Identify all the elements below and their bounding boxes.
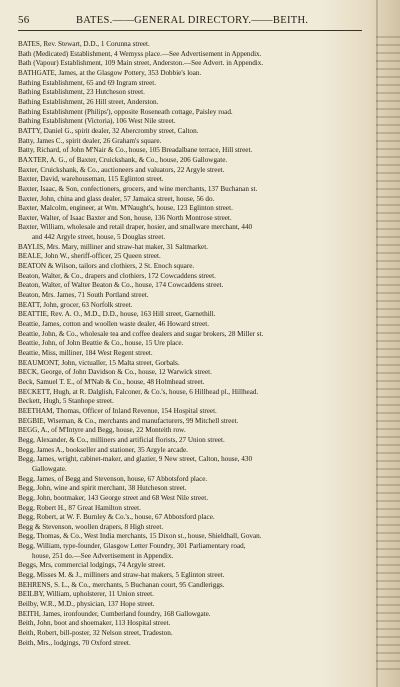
- directory-entry: Beattie, John, & Co., wholesale tea and coffee dealers and sugar brokers, 28 Miller st.: [18, 329, 264, 338]
- directory-entry: BEETHAM, Thomas, Officer of Inland Revenue, 154 Hospital street.: [18, 406, 217, 415]
- directory-entry: BEATON & Wilson, tailors and clothiers, 2 St. Enoch square.: [18, 262, 195, 271]
- directory-entry: Batty, James C., spirit dealer, 26 Graham's square.: [18, 136, 162, 145]
- directory-entry: Bath (Medicated) Establishment, 4 Wemyss place.—See Advertisement in Appendix.: [18, 49, 262, 58]
- directory-entry: Bathing Establishment, 26 Hill street, Anderston.: [18, 97, 159, 106]
- directory-entry: Begg & Stevenson, woollen drapers, 8 High street.: [18, 522, 164, 531]
- directory-entry: BEITH, James, ironfounder, Cumberland foundry, 168 Gallowgate.: [18, 609, 211, 618]
- directory-entry: Beith, Mrs., lodgings, 70 Oxford street.: [18, 638, 131, 647]
- page-number: 56: [18, 14, 30, 26]
- directory-entry: Baxter, Walter, of Isaac Baxter and Son, house, 136 North Montrose street.: [18, 213, 232, 222]
- directory-entry: Begg, Robert, at W. F. Burnley & Co.'s., house, 67 Abbotsford place.: [18, 513, 215, 522]
- page-header: [18, 14, 364, 26]
- directory-entry: BEALE, John W., sheriff-officer, 25 Queen street.: [18, 252, 161, 261]
- directory-entry: Begg, James A., bookseller and stationer, 35 Argyle arcade.: [18, 445, 188, 454]
- directory-entry: Beith, Robert, bill-poster, 32 Nelson street, Tradeston.: [18, 629, 173, 638]
- directory-entry: Begg, Alexander, & Co., milliners and artificial florists, 27 Union street.: [18, 435, 225, 444]
- directory-entry: Baxter, David, warehouseman, 115 Eglinton street.: [18, 175, 164, 184]
- directory-entry: Beilby, W.R., M.D., physician, 137 Hope street.: [18, 600, 155, 609]
- directory-entry: Gallowgate.: [32, 464, 67, 473]
- directory-entry: Bath (Vapour) Establishment, 109 Main street, Anderston.—See Advert. in Appendix.: [18, 59, 264, 68]
- directory-entry: house, 251 do.—See Advertisement in Appendix.: [32, 551, 174, 560]
- directory-entry: Beck, Samuel T. E., of M'Nab & Co., house, 48 Holmhead street.: [18, 377, 205, 386]
- directory-entry: Begg, John, wine and spirit merchant, 38 Hutcheson street.: [18, 484, 187, 493]
- directory-entry: Begg, James, of Begg and Stevenson, house, 67 Abbotsford place.: [18, 474, 208, 483]
- directory-entry: Baxter, Malcolm, engineer, at Wm. M'Naught's, house, 123 Eglinton street.: [18, 204, 233, 213]
- directory-entry: BECK, George, of John Davidson & Co., house, 12 Warwick street.: [18, 368, 212, 377]
- directory-entry: BEILBY, William, upholsterer, 11 Union street.: [18, 590, 154, 599]
- running-title: BATES.——GENERAL DIRECTORY.——BEITH.: [76, 15, 309, 26]
- directory-entry: Beaton, Walter, & Co., drapers and clothiers, 172 Cowcaddens street.: [18, 271, 216, 280]
- directory-entry: BEGBIE, Wiseman, & Co., merchants and manufacturers, 99 Mitchell street.: [18, 416, 239, 425]
- directory-entry: Batty, Richard, of John M'Nair & Co., house, 105 Breadalbane terrace, Hill street.: [18, 146, 253, 155]
- directory-entry: and 442 Argyle street, house, 5 Douglas street.: [32, 233, 166, 242]
- directory-entry: BATHGATE, James, at the Glasgow Pottery, 353 Dobbie's loan.: [18, 68, 202, 77]
- directory-entry: BEATT, John, grocer, 63 Norfolk street.: [18, 300, 133, 309]
- directory-entry: BEGG, A., of M'Intyre and Begg, house, 22 Monteith row.: [18, 426, 186, 435]
- directory-entry: Bathing Establishment (Victoria), 106 West Nile street.: [18, 117, 176, 126]
- directory-entry: BATTY, Daniel G., spirit dealer, 32 Abercromby street, Calton.: [18, 126, 199, 135]
- directory-entry: Begg, William, type-founder, Glasgow Letter Foundry, 301 Parliamentary road,: [18, 542, 246, 551]
- directory-entry: Beith, John, boot and shoemaker, 113 Hospital street.: [18, 619, 171, 628]
- directory-entry: Beattie, James, cotton and woollen waste dealer, 46 Howard street.: [18, 320, 210, 329]
- directory-entry: Beaton, Walter, of Walter Beaton & Co., house, 174 Cowcaddens street.: [18, 281, 224, 290]
- directory-entry: Begg, John, bootmaker, 143 George street and 68 West Nile street.: [18, 493, 209, 502]
- directory-entry: BECKETT, Hugh, at R. Dalglish, Falconer, & Co.'s, house, 6 Hillhead pl., Hillhead.: [18, 387, 259, 396]
- adjacent-page-margin: [376, 30, 400, 670]
- header-rule: [18, 30, 362, 31]
- directory-entry: Bathing Establishment, 23 Hutcheson street.: [18, 88, 145, 97]
- directory-entry: Baxter, Isaac, & Son, confectioners, grocers, and wine merchants, 137 Buchanan st.: [18, 184, 258, 193]
- directory-entry: Beattie, Miss, milliner, 184 West Regent street.: [18, 349, 153, 357]
- directory-entry: BEHRENS, S. L., & Co., merchants, 5 Buchanan court, 95 Candleriggs.: [18, 580, 225, 589]
- directory-entry: Begg, Robert H., 87 Great Hamilton street.: [18, 503, 141, 512]
- directory-entry: Baxter, William, wholesale and retail draper, hosier, and smallware merchant, 440: [18, 223, 253, 232]
- directory-entries: [18, 40, 362, 648]
- directory-entry: Beaton, Mrs. James, 71 South Portland street.: [18, 291, 149, 300]
- directory-entry: Baxter, Cruickshank, & Co., auctioneers and valuators, 22 Argyle street.: [18, 165, 225, 174]
- directory-entry: Bathing Establishment (Philips'), opposite Roseneath cottage, Paisley road.: [18, 107, 233, 116]
- directory-entry: Bathing Establishment, 65 and 69 Ingram street.: [18, 78, 157, 87]
- directory-entry: Begg, Thomas, & Co., West India merchants, 15 Dixon st., house, Shieldhall, Govan.: [18, 532, 262, 541]
- directory-entry: BAXTER, A. G., of Baxter, Cruickshank, & Co., house, 206 Gallowgate.: [18, 155, 228, 164]
- directory-entry: Begg, Misses M. & J., milliners and straw-hat makers, 5 Eglinton street.: [18, 571, 225, 580]
- directory-entry: BEAUMONT, John, victualler, 15 Malta street, Gorbals.: [18, 358, 180, 367]
- directory-entry: Beggs, Mrs, commercial lodgings, 74 Argyle street.: [18, 561, 166, 570]
- directory-entry: Beattie, John, of John Beattie & Co., house, 15 Ure place.: [18, 339, 184, 348]
- directory-entry: Begg, James, wright, cabinet-maker, and glazier, 9 New street, Calton, house, 430: [18, 455, 253, 464]
- directory-entry: BAYLIS, Mrs. Mary, milliner and straw-hat maker, 31 Saltmarket.: [18, 242, 208, 251]
- directory-entry: Beckett, Hugh, 5 Stanhope street.: [18, 397, 114, 406]
- directory-entry: Baxter, John, china and glass dealer, 57 Jamaica street, house, 56 do.: [18, 194, 215, 203]
- directory-entry: BATES, Rev. Stewart, D.D., 1 Corunna street.: [18, 40, 150, 48]
- directory-entry: BEATTIE, Rev. A. O., M.D., D.D., house, 163 Hill street, Garnethill.: [18, 310, 216, 319]
